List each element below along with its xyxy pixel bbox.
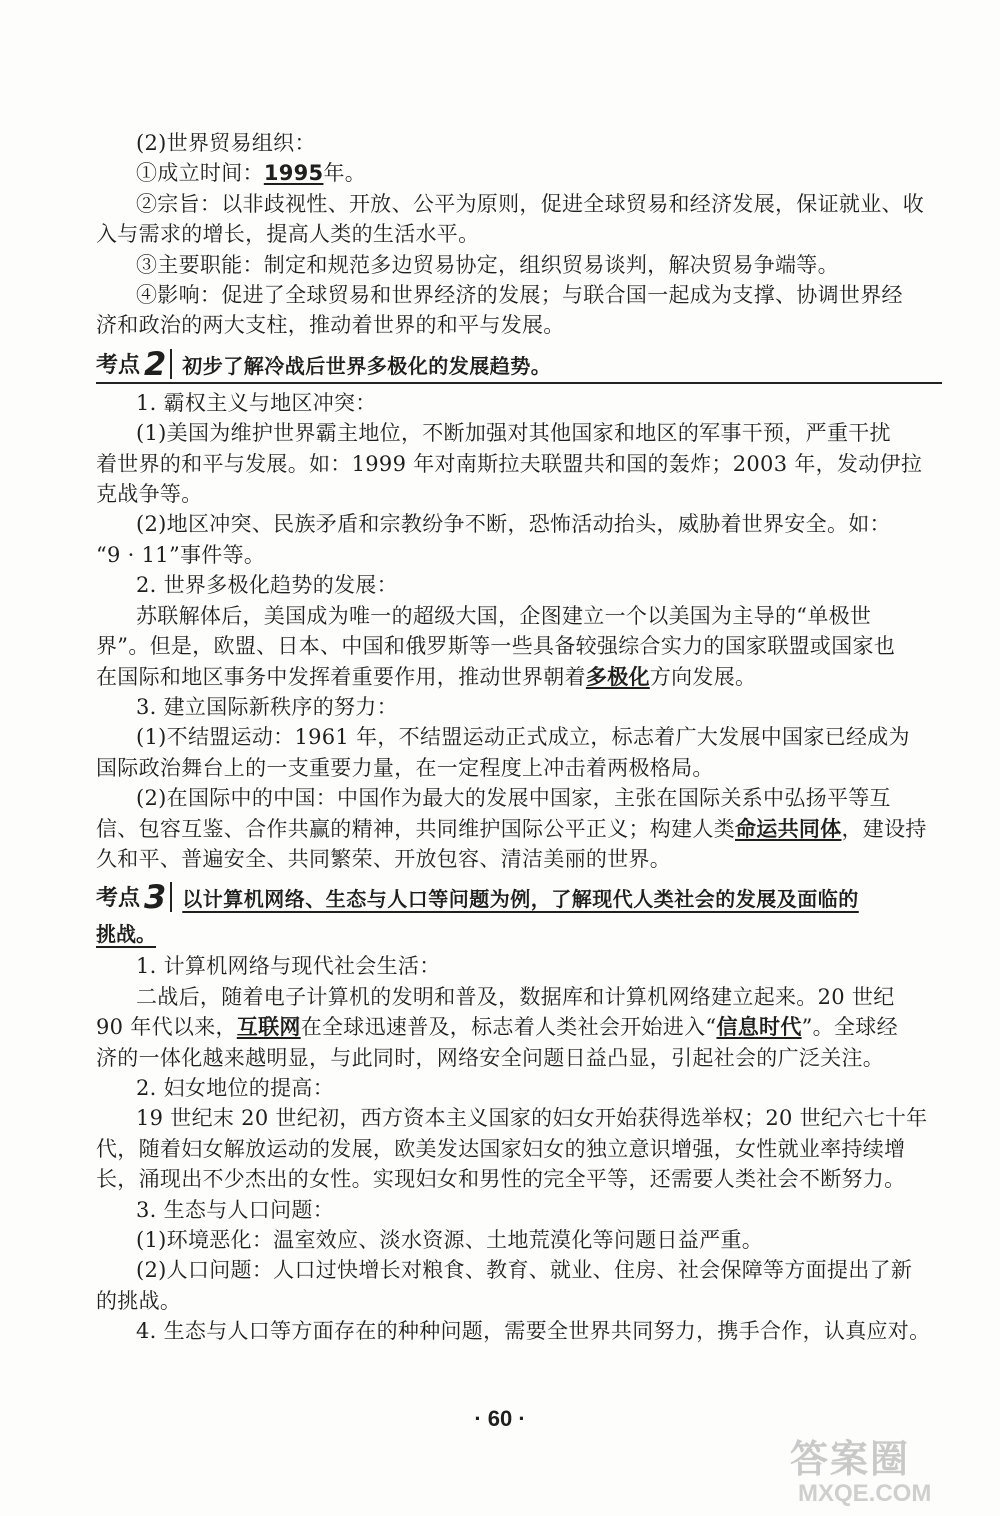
kaodian-label: 考点 bbox=[96, 352, 141, 378]
paragraph-line: 信、包容互鉴、合作共赢的精神，共同维护国际公平正义；构建人类命运共同体，建设持 bbox=[96, 816, 927, 841]
watermark-text: 答案圈 bbox=[790, 1437, 911, 1481]
key-term: 命运共同体 bbox=[735, 816, 842, 841]
paragraph-line: 二战后，随着电子计算机的发明和普及，数据库和计算机网络建立起来。20 世纪 bbox=[136, 984, 895, 1009]
paragraph-line: 界”。但是，欧盟、日本、中国和俄罗斯等一些具备较强综合实力的国家联盟或国家也 bbox=[96, 634, 896, 659]
paragraph-line: 90 年代以来，互联网在全球迅速普及，标志着人类社会开始进入“信息时代”。全球经 bbox=[96, 1015, 898, 1040]
paragraph-line: (2)在国际中的中国：中国作为最大的发展中国家，主张在国际关系中弘扬平等互 bbox=[136, 786, 891, 811]
kaodian-label: 考点 bbox=[96, 886, 141, 912]
watermark-url: MXQE.COM bbox=[798, 1480, 932, 1507]
page-number: · 60 · bbox=[474, 1406, 526, 1431]
paragraph-line: 1. 霸权主义与地区冲突： bbox=[136, 390, 377, 415]
kaodian-title: 初步了解冷战后世界多极化的发展趋势。 bbox=[182, 353, 552, 378]
paragraph-line: 苏联解体后，美国成为唯一的超级大国，企图建立一个以美国为主导的“单极世 bbox=[136, 603, 872, 628]
paragraph-line: 济的一体化越来越明显，与此同时，网络安全问题日益凸显，引起社会的广泛关注。 bbox=[96, 1045, 885, 1070]
watermark-logo bbox=[790, 1428, 980, 1508]
key-term: 多极化 bbox=[585, 664, 650, 689]
paragraph-line: ②宗旨：以非歧视性、开放、公平为原则，促进全球贸易和经济发展，保证就业、收 bbox=[136, 191, 925, 216]
kaodian-title-continued: 挑战。 bbox=[96, 922, 156, 947]
paragraph-line: 4. 生态与人口等方面存在的种种问题，需要全世界共同努力，携手合作，认真应对。 bbox=[136, 1319, 931, 1344]
section-header-kaodian-2 bbox=[96, 345, 942, 384]
paragraph-line: (2)地区冲突、民族矛盾和宗教纷争不断，恐怖活动抬头，威胁着世界安全。如： bbox=[136, 512, 891, 537]
paragraph-line: 在国际和地区事务中发挥着重要作用，推动世界朝着多极化方向发展。 bbox=[96, 664, 757, 689]
paragraph-line: (1)美国为维护世界霸主地位，不断加强对其他国家和地区的军事干预，严重干扰 bbox=[136, 421, 891, 446]
kaodian-number: 2 bbox=[144, 349, 172, 379]
kaodian-title: 以计算机网络、生态与人口等问题为例，了解现代人类社会的发展及面临的 bbox=[182, 887, 859, 912]
paragraph-line: 克战争等。 bbox=[96, 482, 203, 507]
key-term: 互联网 bbox=[236, 1015, 301, 1040]
paragraph-line: 2. 世界多极化趋势的发展： bbox=[136, 573, 398, 598]
paragraph-line: 济和政治的两大支柱，推动着世界的和平与发展。 bbox=[96, 313, 565, 338]
paragraph-line: 入与需求的增长，提高人类的生活水平。 bbox=[96, 222, 480, 247]
paragraph-line: ③主要职能：制定和规范多边贸易协定，组织贸易谈判，解决贸易争端等。 bbox=[136, 252, 839, 277]
paragraph-line: 的挑战。 bbox=[96, 1288, 182, 1313]
paragraph-line: 长，涌现出不少杰出的女性。实现妇女和男性的完全平等，还需要人类社会不断努力。 bbox=[96, 1167, 906, 1192]
paragraph-line: ④影响：促进了全球贸易和世界经济的发展；与联合国一起成为支撑、协调世界经 bbox=[136, 283, 903, 308]
paragraph-line: 2. 妇女地位的提高： bbox=[136, 1075, 335, 1100]
paragraph-line: 着世界的和平与发展。如：1999 年对南斯拉夫联盟共和国的轰炸；2003 年，发动伊拉 bbox=[96, 451, 923, 476]
paragraph-line: 国际政治舞台上的一支重要力量，在一定程度上冲击着两极格局。 bbox=[96, 755, 714, 780]
kaodian-number: 3 bbox=[144, 882, 172, 912]
paragraph-line: 3. 建立国际新秩序的努力： bbox=[136, 694, 398, 719]
paragraph-line: (1)环境恶化：温室效应、淡水资源、土地荒漠化等问题日益严重。 bbox=[136, 1228, 764, 1252]
paragraph-line: 1. 计算机网络与现代社会生活： bbox=[136, 954, 441, 979]
page-content bbox=[96, 128, 942, 1347]
paragraph-line: 代，随着妇女解放运动的发展，欧美发达国家妇女的独立意识增强，女性就业率持续增 bbox=[96, 1136, 906, 1161]
paragraph-line: “9 · 11”事件等。 bbox=[96, 542, 266, 567]
key-term: 信息时代 bbox=[716, 1015, 802, 1040]
paragraph-line: (2)人口问题：人口过快增长对粮食、教育、就业、住房、社会保障等方面提出了新 bbox=[136, 1258, 913, 1283]
paragraph-line: 19 世纪末 20 世纪初，西方资本主义国家的妇女开始获得选举权；20 世纪六七十年 bbox=[136, 1106, 928, 1131]
key-term: 1995 bbox=[263, 161, 324, 186]
paragraph-line: ①成立时间：1995年。 bbox=[136, 161, 367, 186]
section-header-kaodian-3 bbox=[96, 878, 942, 915]
paragraph-line: (1)不结盟运动：1961 年，不结盟运动正式成立，标志着广大发展中国家已经成为 bbox=[136, 725, 910, 750]
paragraph-line: 3. 生态与人口问题： bbox=[136, 1197, 335, 1222]
paragraph-line: 久和平、普遍安全、共同繁荣、开放包容、清洁美丽的世界。 bbox=[96, 846, 672, 871]
paragraph-line: (2)世界贸易组织： bbox=[136, 131, 316, 155]
